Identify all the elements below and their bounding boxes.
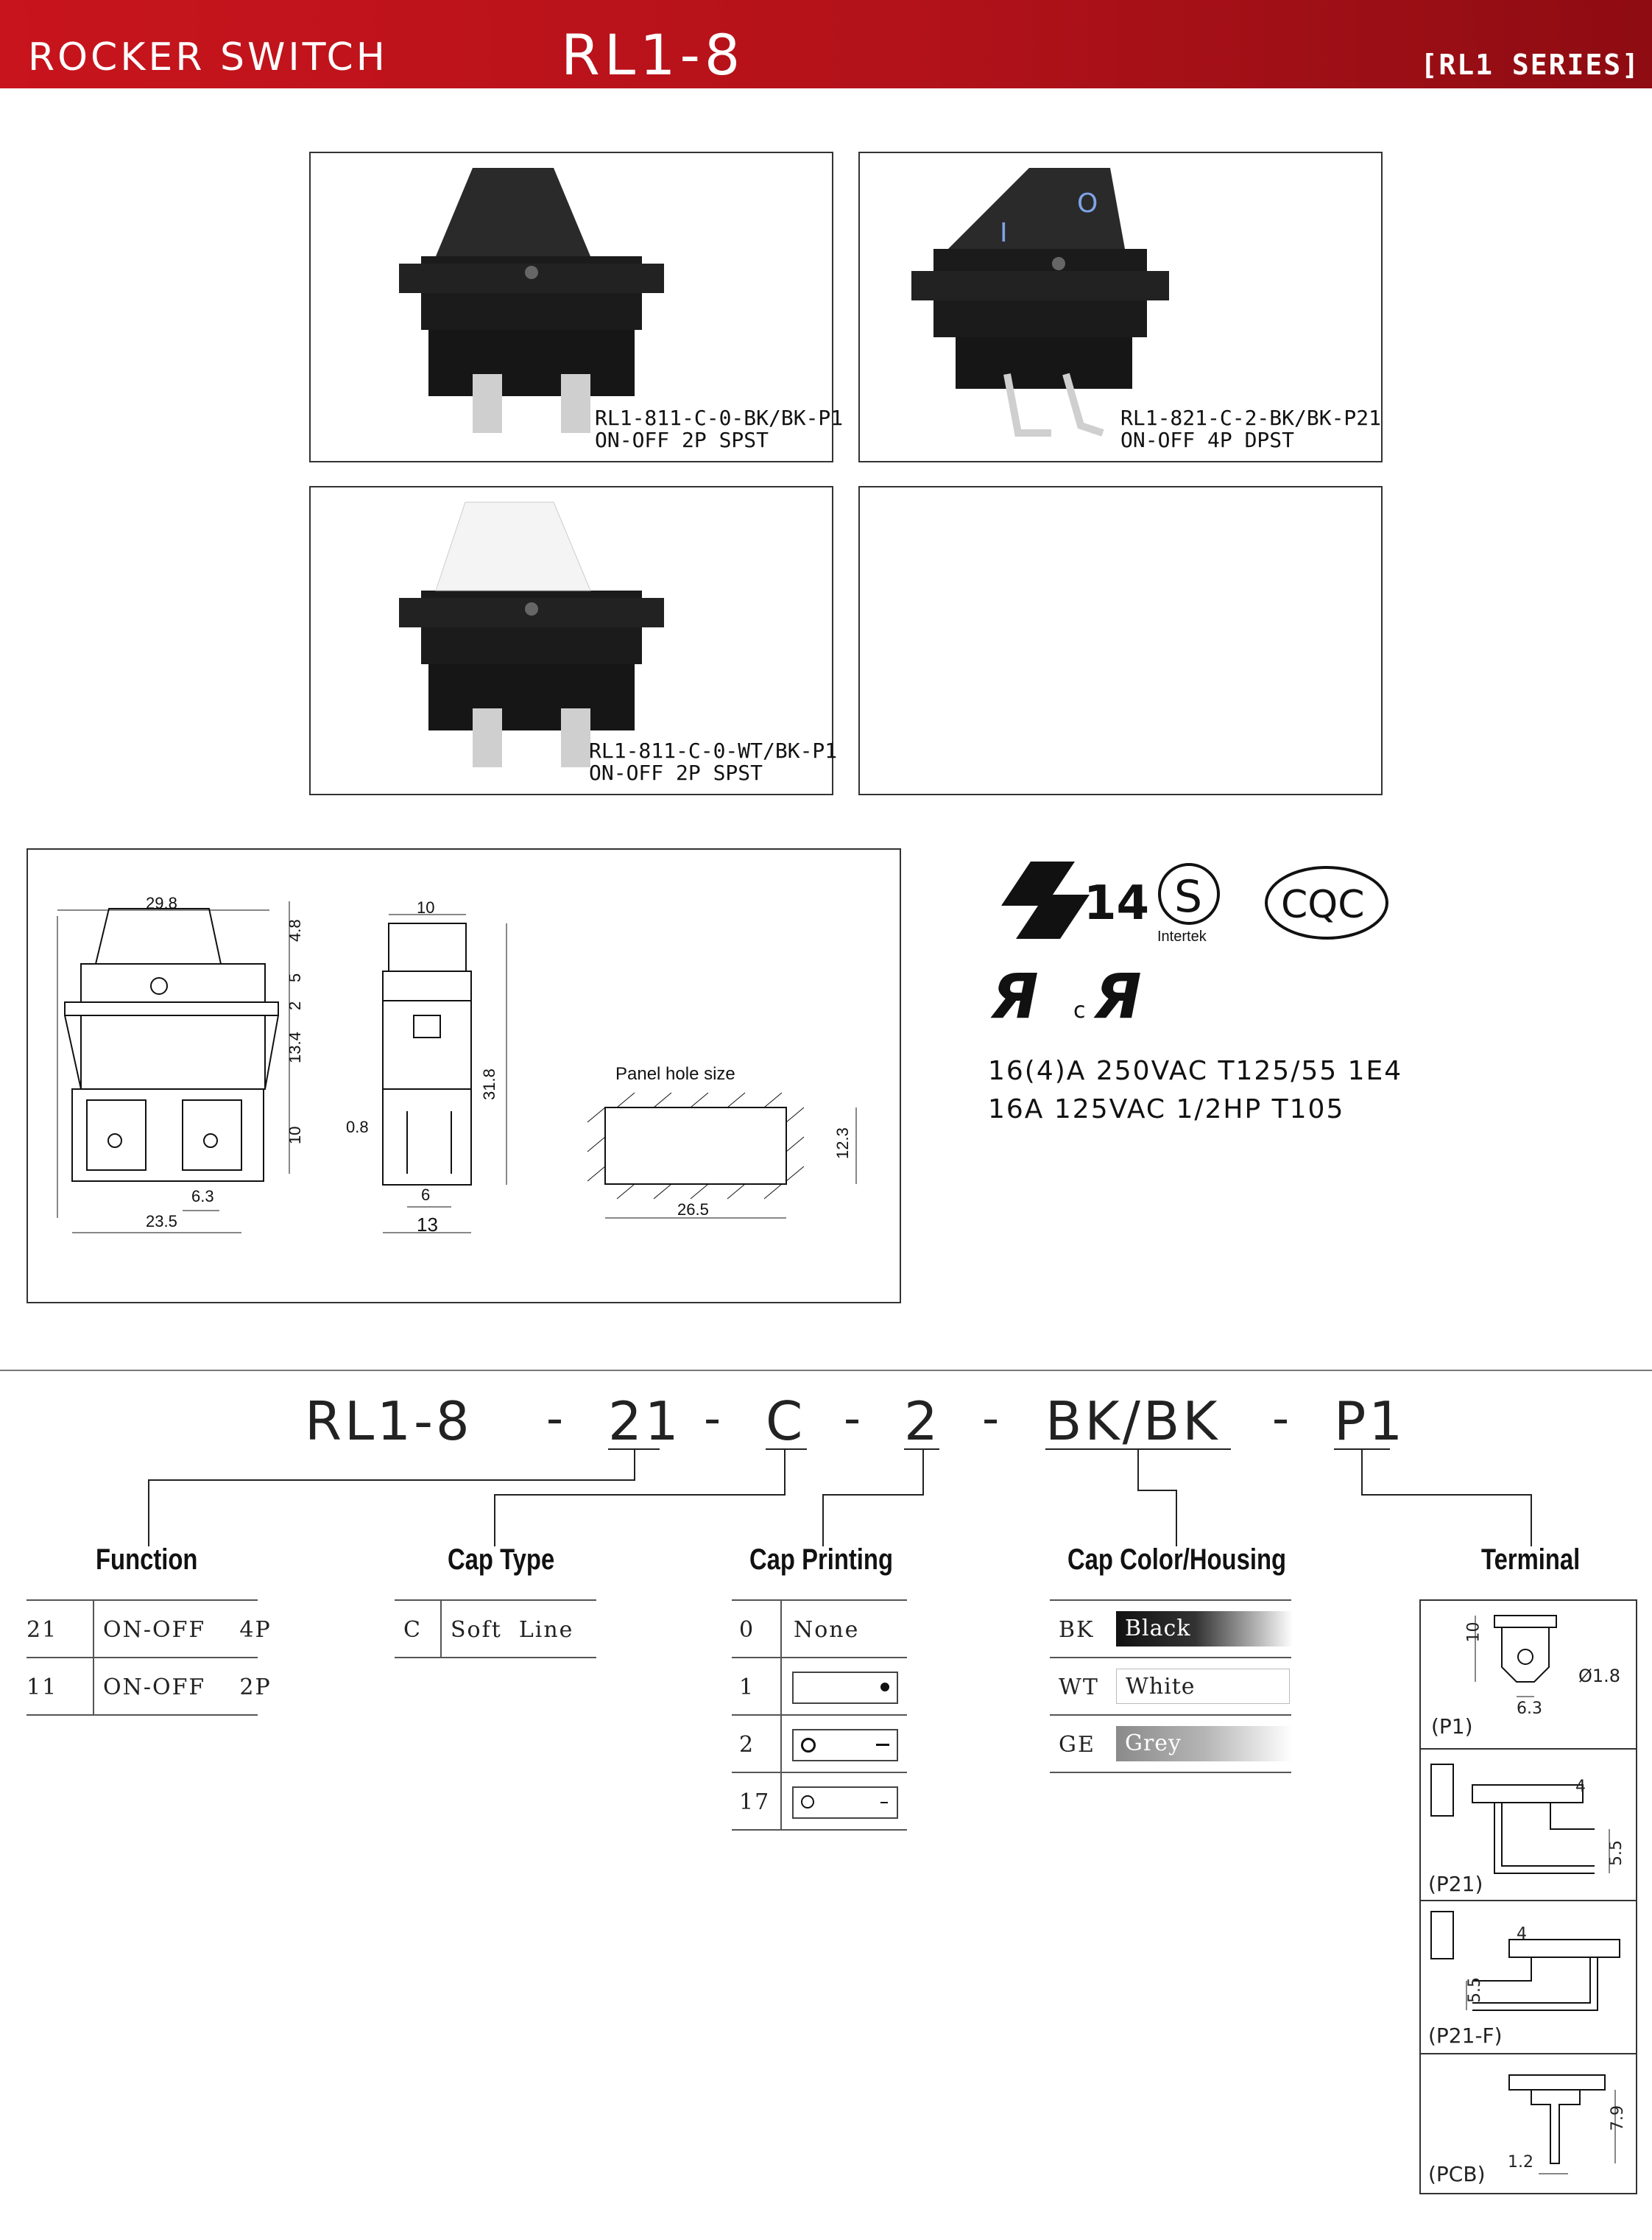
code-dash-1: - — [546, 1392, 564, 1446]
rating-line-1: 16(4)A 250VAC T125/55 1E4 — [988, 1056, 1403, 1086]
enec-number: 14 — [1084, 876, 1150, 931]
function-code: 21 — [27, 1617, 58, 1643]
terminal-p21-dim2: 5.5 — [1607, 1840, 1625, 1866]
rating-line-2: 16A 125VAC 1/2HP T105 — [988, 1094, 1345, 1124]
photo-box-1 — [309, 152, 844, 462]
ul-logo — [990, 960, 1142, 1031]
photo-3-model: RL1-811-C-0-WT/BK-P1 — [589, 739, 838, 763]
terminal-cell-p21 — [1421, 1748, 1636, 1901]
cap-color-code: GE — [1059, 1732, 1095, 1758]
function-row — [27, 1601, 272, 1658]
terminal-title: Terminal — [1481, 1543, 1581, 1576]
function-desc: ON-OFF 2P — [103, 1674, 272, 1700]
photo-1-spec: ON-OFF 2P SPST — [595, 428, 769, 452]
function-row — [27, 1658, 272, 1716]
cap-color-row — [1050, 1601, 1291, 1658]
ul-c-mark: c — [1073, 998, 1086, 1024]
dimension-labels — [28, 850, 900, 1302]
terminal-p21-dim1: 4 — [1575, 1778, 1586, 1796]
cap-type-desc: Soft Line — [451, 1617, 574, 1643]
dim-side-width: 13 — [417, 1214, 438, 1236]
code-cap-printing: 2 — [904, 1390, 941, 1452]
cap-printing-row — [732, 1716, 907, 1773]
code-terminal: P1 — [1334, 1390, 1406, 1452]
cap-color-title: Cap Color/Housing — [1067, 1543, 1287, 1576]
model-title: RL1-8 — [561, 22, 745, 88]
dim-side-spacing: 6 — [421, 1186, 431, 1204]
cap-color-code: BK — [1059, 1617, 1095, 1643]
code-cap-type: C — [766, 1390, 806, 1452]
dim-panel-height: 12.3 — [833, 1127, 852, 1159]
terminal-pcb-label: (PCB) — [1428, 2162, 1486, 2186]
photo-3-spec: ON-OFF 2P SPST — [589, 761, 763, 785]
terminal-table — [1419, 1599, 1637, 2194]
cap-printing-row — [732, 1773, 907, 1831]
terminal-pcb-dim2: 1.2 — [1508, 2153, 1533, 2172]
product-title: ROCKER SWITCH — [28, 35, 388, 80]
dim-front-width: 29.8 — [146, 894, 177, 912]
cap-color-row — [1050, 1716, 1291, 1773]
svg-text:O: O — [1077, 189, 1098, 219]
cap-print-o-i-swatch — [792, 1729, 898, 1761]
cap-color-grey-swatch: Grey — [1116, 1726, 1293, 1761]
intertek-text: Intertek — [1157, 929, 1207, 945]
dim-front-h3: 2 — [286, 1001, 304, 1010]
cap-printing-row — [732, 1601, 907, 1658]
dim-front-h5: 10 — [286, 1126, 304, 1144]
cap-type-row — [395, 1601, 596, 1658]
panel-hole-title: Panel hole size — [615, 1064, 735, 1084]
code-cap-color: BK/BK — [1045, 1390, 1221, 1452]
code-dash-5: - — [1272, 1392, 1290, 1446]
terminal-p21-label: (P21) — [1428, 1872, 1483, 1896]
photo-box-3 — [309, 486, 838, 795]
terminal-p1-label: (P1) — [1431, 1714, 1473, 1739]
cap-color-code: WT — [1059, 1674, 1099, 1700]
svg-text:S: S — [1174, 871, 1203, 923]
terminal-p21f-dim2: 5.5 — [1466, 1977, 1484, 2003]
cqc-logo — [1266, 867, 1387, 938]
terminal-p1-dim2: 6.3 — [1517, 1700, 1542, 1718]
photo-box-2 — [858, 152, 1383, 462]
terminal-p1-dim1: 10 — [1464, 1621, 1483, 1643]
svg-text:Я: Я — [991, 960, 1039, 1031]
terminal-p21f-dim1: 4 — [1517, 1925, 1527, 1943]
terminal-cell-pcb — [1421, 2053, 1636, 2193]
certifications — [986, 854, 1399, 1031]
code-function: 21 — [608, 1390, 682, 1452]
photo-2-model: RL1-821-C-2-BK/BK-P21 — [1120, 406, 1382, 430]
function-code: 11 — [27, 1674, 58, 1700]
cap-type-code: C — [403, 1617, 422, 1643]
terminal-cell-p1 — [1421, 1601, 1636, 1750]
terminal-cell-p21f — [1421, 1900, 1636, 2054]
dim-front-base: 23.5 — [146, 1212, 177, 1230]
dim-side-top: 10 — [417, 898, 435, 917]
cap-color-black-swatch: Black — [1116, 1611, 1293, 1646]
dim-front-h1: 4.8 — [286, 919, 304, 942]
cap-printing-code: 1 — [739, 1674, 755, 1700]
terminal-pcb-dim1: 7.9 — [1609, 2105, 1627, 2131]
terminal-p21f-label: (P21-F) — [1428, 2024, 1503, 2048]
dim-front-h2: 5 — [286, 973, 304, 982]
svg-text:Я: Я — [1094, 960, 1142, 1031]
dim-front-h4: 13.4 — [286, 1032, 304, 1063]
cap-print-power-swatch — [792, 1786, 898, 1819]
cap-printing-code: 17 — [739, 1789, 771, 1815]
dimension-drawing — [27, 848, 901, 1303]
code-connectors — [0, 1443, 1652, 1546]
cap-print-dot-swatch — [792, 1672, 898, 1704]
dim-side-thick: 0.8 — [346, 1118, 369, 1136]
function-title: Function — [96, 1543, 198, 1576]
cap-printing-desc: None — [794, 1617, 860, 1643]
code-dash-4: - — [982, 1392, 1000, 1446]
function-desc: ON-OFF 4P — [103, 1617, 272, 1643]
photo-1-model: RL1-811-C-0-BK/BK-P1 — [595, 406, 844, 430]
cap-printing-row — [732, 1658, 907, 1716]
series-label: [RL1 SERIES] — [1420, 49, 1640, 81]
code-series: RL1-8 — [305, 1390, 473, 1452]
photo-box-empty — [858, 486, 1383, 795]
photo-2-spec: ON-OFF 4P DPST — [1120, 428, 1295, 452]
cap-color-white-swatch: White — [1116, 1669, 1290, 1704]
cqc-text: CQC — [1281, 883, 1365, 927]
enec-logo — [1001, 862, 1149, 939]
svg-text:I: I — [1000, 218, 1008, 248]
cap-printing-code: 0 — [739, 1617, 755, 1643]
terminal-p1-dim3: Ø1.8 — [1578, 1666, 1621, 1686]
cap-type-title: Cap Type — [448, 1543, 555, 1576]
dim-front-pitch: 6.3 — [191, 1187, 214, 1205]
dim-panel-width: 26.5 — [677, 1200, 709, 1219]
section-divider — [0, 1370, 1652, 1371]
intertek-logo — [1157, 864, 1218, 945]
cap-printing-title: Cap Printing — [749, 1543, 893, 1576]
dim-side-height: 31.8 — [480, 1068, 498, 1100]
code-dash-2: - — [704, 1392, 721, 1446]
cap-printing-code: 2 — [739, 1732, 755, 1758]
code-dash-3: - — [844, 1392, 861, 1446]
cap-color-row — [1050, 1658, 1291, 1716]
